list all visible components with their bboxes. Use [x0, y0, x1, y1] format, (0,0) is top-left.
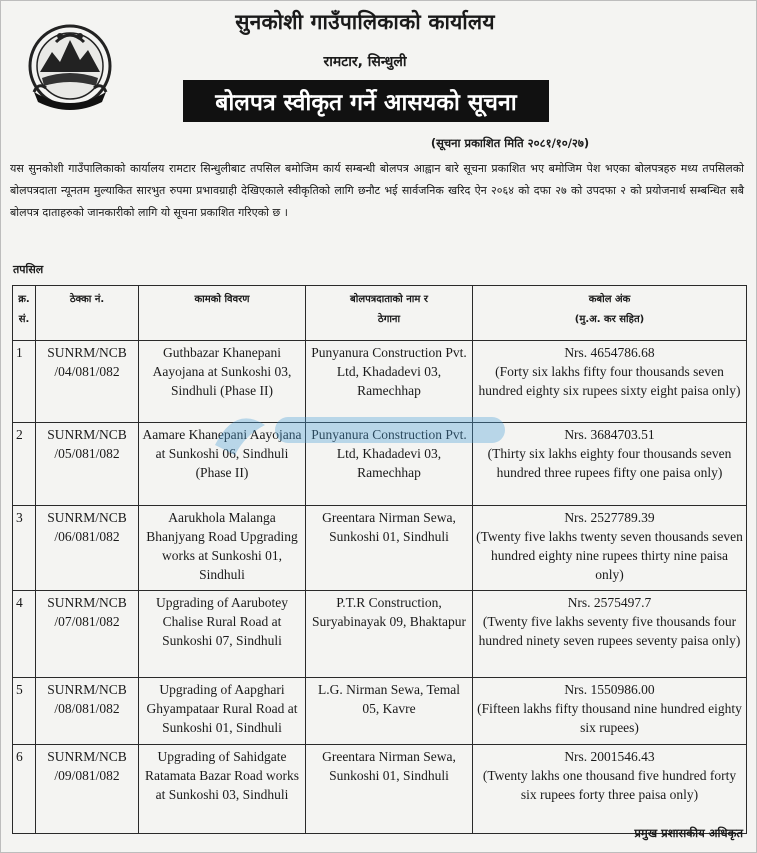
table-row [13, 506, 747, 591]
cell-description: Guthbazar Khanepani Aayojana at Sunkoshi 03, Sindhuli (Phase II) [139, 341, 306, 423]
nepal-emblem-icon [26, 22, 114, 114]
cell-contract-no: SUNRM/NCB /07/081/082 [36, 591, 139, 678]
table-row [13, 341, 747, 423]
amount-figure: Nrs. 3684703.51 [564, 427, 655, 442]
cell-description: Upgrading of Sahidgate Ratamata Bazar Road works at Sunkoshi 03, Sindhuli [139, 745, 306, 834]
cell-bidder: Punyanura Construction Pvt. Ltd, Khadadevi 03, Ramechhap [306, 423, 473, 506]
organization-address: रामटार, सिन्धुली [323, 54, 407, 70]
cell-sn: 2 [13, 423, 36, 506]
intro-paragraph: यस सुनकोशी गाउँपालिकाको कार्यालय रामटार सिन्धुलीबाट तपसिल बमोजिम कार्य सम्बन्धी बोलपत्र आह्वान बारे सूचना प्रकाशित भए बमोजिम पेश भएका बोलपत्रहरु मध्य तपसिलको बोलपत्रदाता न्यूनतम मुल्याकित सारभुत रुपमा प्रभावग्राही देखिएकाले स्वीकृतिको लागि छनौट भई सार्वजनिक खरिद ऐन २०६४ को दफा २७ को उपदफा २ को प्रयोजनार्थ सम्बन्धित सबै बोलपत्र दाताहरुको जानकारीको लागि यो सूचना प्रकाशित गरिएको छ । [10, 162, 744, 219]
cell-sn: 4 [13, 591, 36, 678]
amount-figure: Nrs. 2575497.7 [567, 595, 652, 610]
cell-contract-no: SUNRM/NCB /04/081/082 [36, 341, 139, 423]
cell-bidder: P.T.R Construction, Suryabinayak 09, Bhaktapur [306, 591, 473, 678]
cell-amount [473, 591, 747, 678]
header-contract-no-label: ठेक्का नं. [69, 294, 105, 305]
amount-figure: Nrs. 2001546.43 [564, 749, 655, 764]
amount-figure: Nrs. 4654786.68 [564, 345, 655, 360]
cell-amount [473, 423, 747, 506]
cell-sn: 1 [13, 341, 36, 423]
amount-words: (Twenty five lakhs twenty seven thousands seven hundred eighty nine rupees thirty nine paisa only) [476, 529, 743, 582]
amount-words: (Thirty six lakhs eighty four thousands seven hundred three rupees fifty one paisa only) [487, 446, 732, 480]
cell-bidder: Greentara Nirman Sewa, Sunkoshi 01, Sindhuli [306, 745, 473, 834]
header-sn-line1: क्र. [18, 294, 30, 305]
amount-figure: Nrs. 2527789.39 [564, 510, 655, 525]
cell-description: Aamare Khanepani Aayojana at Sunkoshi 06, Sindhuli (Phase II) [139, 423, 306, 506]
schedule-label: तपसिल [13, 263, 44, 276]
cell-contract-no: SUNRM/NCB /06/081/082 [36, 506, 139, 591]
cell-amount [473, 745, 747, 834]
cell-sn: 3 [13, 506, 36, 591]
cell-sn: 6 [13, 745, 36, 834]
header-bidder-line1: बोलपत्रदाताको नाम र [350, 294, 428, 305]
amount-words: (Forty six lakhs fifty four thousands seven hundred eighty six rupees sixty eight paisa only) [478, 364, 741, 398]
amount-words: (Twenty lakhs one thousand five hundred forty six rupees forty three paisa only) [482, 768, 737, 802]
header-amount-line1: कबोल अंक [588, 294, 631, 305]
header-amount-line2: (मु.अ. कर सहित) [574, 314, 645, 325]
header-sn [13, 286, 36, 341]
header-contract-no [36, 286, 139, 341]
cell-contract-no: SUNRM/NCB /08/081/082 [36, 678, 139, 745]
notice-title: बोलपत्र स्वीकृत गर्ने आसयको सूचना [183, 80, 549, 122]
table-row [13, 423, 747, 506]
organization-name: सुनकोशी गाउँपालिकाको कार्यालय [235, 10, 495, 34]
header-bidder [306, 286, 473, 341]
signatory-title: प्रमुख प्रशासकीय अधिकृत [634, 826, 743, 840]
cell-contract-no: SUNRM/NCB /05/081/082 [36, 423, 139, 506]
header-sn-line2: सं. [18, 314, 30, 325]
table-row [13, 678, 747, 745]
header-description-label: कामको विवरण [194, 294, 250, 305]
cell-sn: 5 [13, 678, 36, 745]
table-header-row [13, 286, 747, 341]
header-bidder-line2: ठेगाना [377, 314, 401, 325]
amount-words: (Twenty five lakhs seventy five thousands four hundred ninety seven rupees seventy paisa only) [478, 614, 741, 648]
cell-amount [473, 341, 747, 423]
amount-figure: Nrs. 1550986.00 [564, 682, 655, 697]
header-amount [473, 286, 747, 341]
cell-bidder: L.G. Nirman Sewa, Temal 05, Kavre [306, 678, 473, 745]
cell-amount [473, 678, 747, 745]
table-row [13, 591, 747, 678]
cell-amount [473, 506, 747, 591]
table-row [13, 745, 747, 834]
cell-description: Upgrading of Aapghari Ghyampataar Rural Road at Sunkoshi 01, Sindhuli [139, 678, 306, 745]
publish-date: (सूचना प्रकाशित मिति २०८१/१०/२७) [430, 136, 590, 150]
bids-table [12, 285, 747, 834]
cell-bidder: Greentara Nirman Sewa, Sunkoshi 01, Sindhuli [306, 506, 473, 591]
cell-contract-no: SUNRM/NCB /09/081/082 [36, 745, 139, 834]
cell-bidder: Punyanura Construction Pvt. Ltd, Khadadevi 03, Ramechhap [306, 341, 473, 423]
header-description [139, 286, 306, 341]
cell-description: Upgrading of Aarubotey Chalise Rural Road at Sunkoshi 07, Sindhuli [139, 591, 306, 678]
amount-words: (Fifteen lakhs fifty thousand nine hundred eighty six rupees) [477, 701, 742, 735]
cell-description: Aarukhola Malanga Bhanjyang Road Upgrading works at Sunkoshi 01, Sindhuli [139, 506, 306, 591]
